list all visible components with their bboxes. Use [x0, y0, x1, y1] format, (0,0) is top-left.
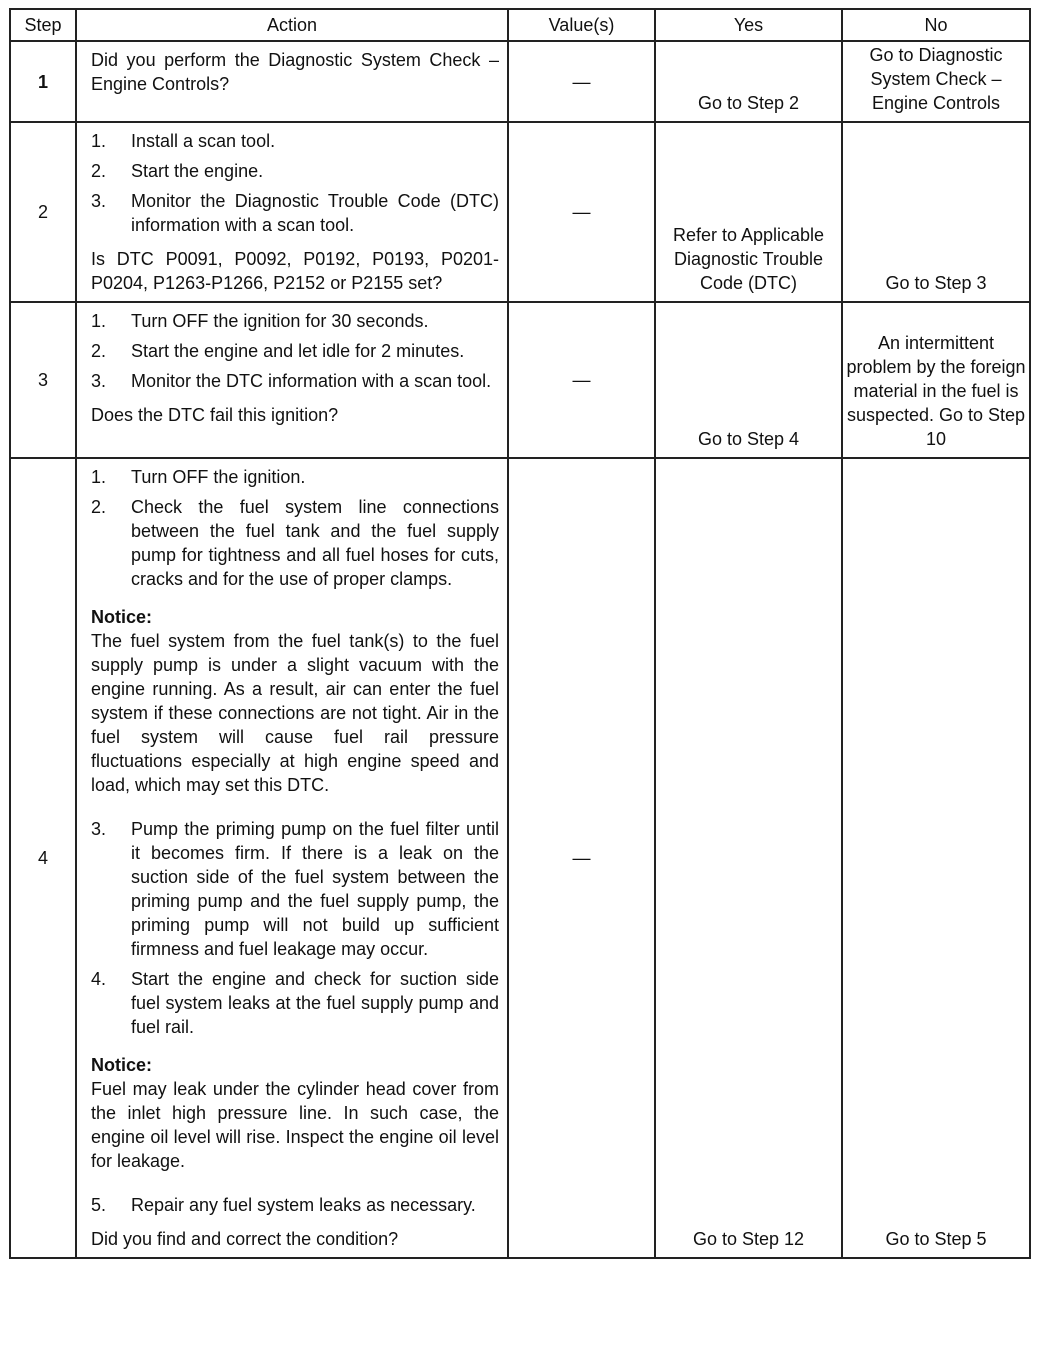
step-number: 2: [10, 122, 76, 302]
item-text: Monitor the Diagnostic Trouble Code (DTC) information with a scan tool.: [131, 191, 499, 235]
list-item: [91, 465, 499, 489]
table-row: [10, 122, 1030, 302]
item-number: 2.: [91, 341, 107, 361]
list-item: [91, 129, 499, 153]
list-item: [91, 817, 499, 961]
header-step: Step: [10, 9, 76, 41]
table-row: [10, 41, 1030, 122]
step-list: [91, 129, 499, 237]
question-text: Is DTC P0091, P0092, P0192, P0193, P0201-P0204, P1263-P1266, P2152 or P2155 set?: [91, 249, 499, 293]
no-cell: Go to Step 5: [842, 458, 1030, 1258]
no-cell: Go to Step 3: [842, 122, 1030, 302]
item-number: 2.: [91, 497, 107, 517]
table-row: [10, 458, 1030, 1258]
item-number: 4.: [91, 969, 107, 989]
question-text: Does the DTC fail this ignition?: [91, 405, 339, 425]
item-text: Turn OFF the ignition.: [131, 467, 306, 487]
yes-cell: Refer to Applicable Diagnostic Trouble Code (DTC): [655, 122, 842, 302]
item-text: Install a scan tool.: [131, 131, 276, 151]
step-list: [91, 817, 499, 1039]
question-text: Did you find and correct the condition?: [91, 1229, 399, 1249]
list-item: [91, 189, 499, 237]
step-list: [91, 465, 499, 591]
step-list: [91, 1193, 499, 1217]
action-cell: [76, 458, 508, 1258]
diagnostic-table: [9, 8, 1031, 1259]
no-cell: An intermittent problem by the foreign material in the fuel is suspected. Go to Step 10: [842, 302, 1030, 458]
item-text: Turn OFF the ignition for 30 seconds.: [131, 311, 429, 331]
item-number: 5.: [91, 1195, 107, 1215]
item-number: 3.: [91, 191, 107, 211]
header-no: No: [842, 9, 1030, 41]
value-cell: —: [508, 458, 655, 1258]
list-item: [91, 1193, 499, 1217]
notice-heading: Notice:: [91, 607, 153, 627]
list-item: [91, 309, 499, 333]
value-cell: —: [508, 122, 655, 302]
step-number: 4: [10, 458, 76, 1258]
item-number: 2.: [91, 161, 107, 181]
list-item: [91, 339, 499, 363]
item-number: 1.: [91, 311, 107, 331]
action-cell: [76, 41, 508, 122]
item-number: 1.: [91, 467, 107, 487]
yes-cell: Go to Step 2: [655, 41, 842, 122]
item-number: 1.: [91, 131, 107, 151]
step-number: 1: [10, 41, 76, 122]
item-number: 3.: [91, 371, 107, 391]
header-action: Action: [76, 9, 508, 41]
table-row: [10, 302, 1030, 458]
list-item: [91, 369, 499, 393]
step-number: 3: [10, 302, 76, 458]
item-text: Pump the priming pump on the fuel filter until it becomes firm. If there is a leak on the suction side of the fuel system between the priming pump and the fuel supply pump, the priming pump will not build up sufficient firmness and fuel leakage may occur.: [131, 819, 499, 959]
header-yes: Yes: [655, 9, 842, 41]
notice-text: Fuel may leak under the cylinder head cover from the inlet high pressure line. In such case, the engine oil level will rise. Inspect the engine oil level for leakage.: [91, 1079, 499, 1171]
value-cell: —: [508, 302, 655, 458]
item-text: Repair any fuel system leaks as necessary.: [131, 1195, 476, 1215]
value-cell: —: [508, 41, 655, 122]
item-number: 3.: [91, 819, 107, 839]
step-list: [91, 309, 499, 393]
list-item: [91, 159, 499, 183]
list-item: [91, 495, 499, 591]
header-row: [10, 9, 1030, 41]
item-text: Check the fuel system line connections between the fuel tank and the fuel supply pump for tightness and all fuel hoses for cuts, cracks and for the use of proper clamps.: [131, 497, 499, 589]
yes-cell: Go to Step 12: [655, 458, 842, 1258]
notice-text: The fuel system from the fuel tank(s) to the fuel supply pump is under a slight vacuum with the engine running. As a result, air can enter the fuel system if these connections are not tight. Air in the fuel system will cause fuel rail pressure fluctuations especially at high engine speed and load, which may set this DTC.: [91, 631, 499, 795]
action-cell: [76, 122, 508, 302]
yes-cell: Go to Step 4: [655, 302, 842, 458]
item-text: Start the engine.: [131, 161, 264, 181]
no-cell: Go to Diagnostic System Check – Engine Controls: [842, 41, 1030, 122]
header-values: Value(s): [508, 9, 655, 41]
notice-heading: Notice:: [91, 1055, 153, 1075]
action-cell: [76, 302, 508, 458]
action-text: Did you perform the Diagnostic System Check – Engine Controls?: [91, 50, 499, 94]
item-text: Start the engine and let idle for 2 minutes.: [131, 341, 465, 361]
list-item: [91, 967, 499, 1039]
item-text: Start the engine and check for suction side fuel system leaks at the fuel supply pump and fuel rail.: [131, 969, 499, 1037]
item-text: Monitor the DTC information with a scan tool.: [131, 371, 492, 391]
